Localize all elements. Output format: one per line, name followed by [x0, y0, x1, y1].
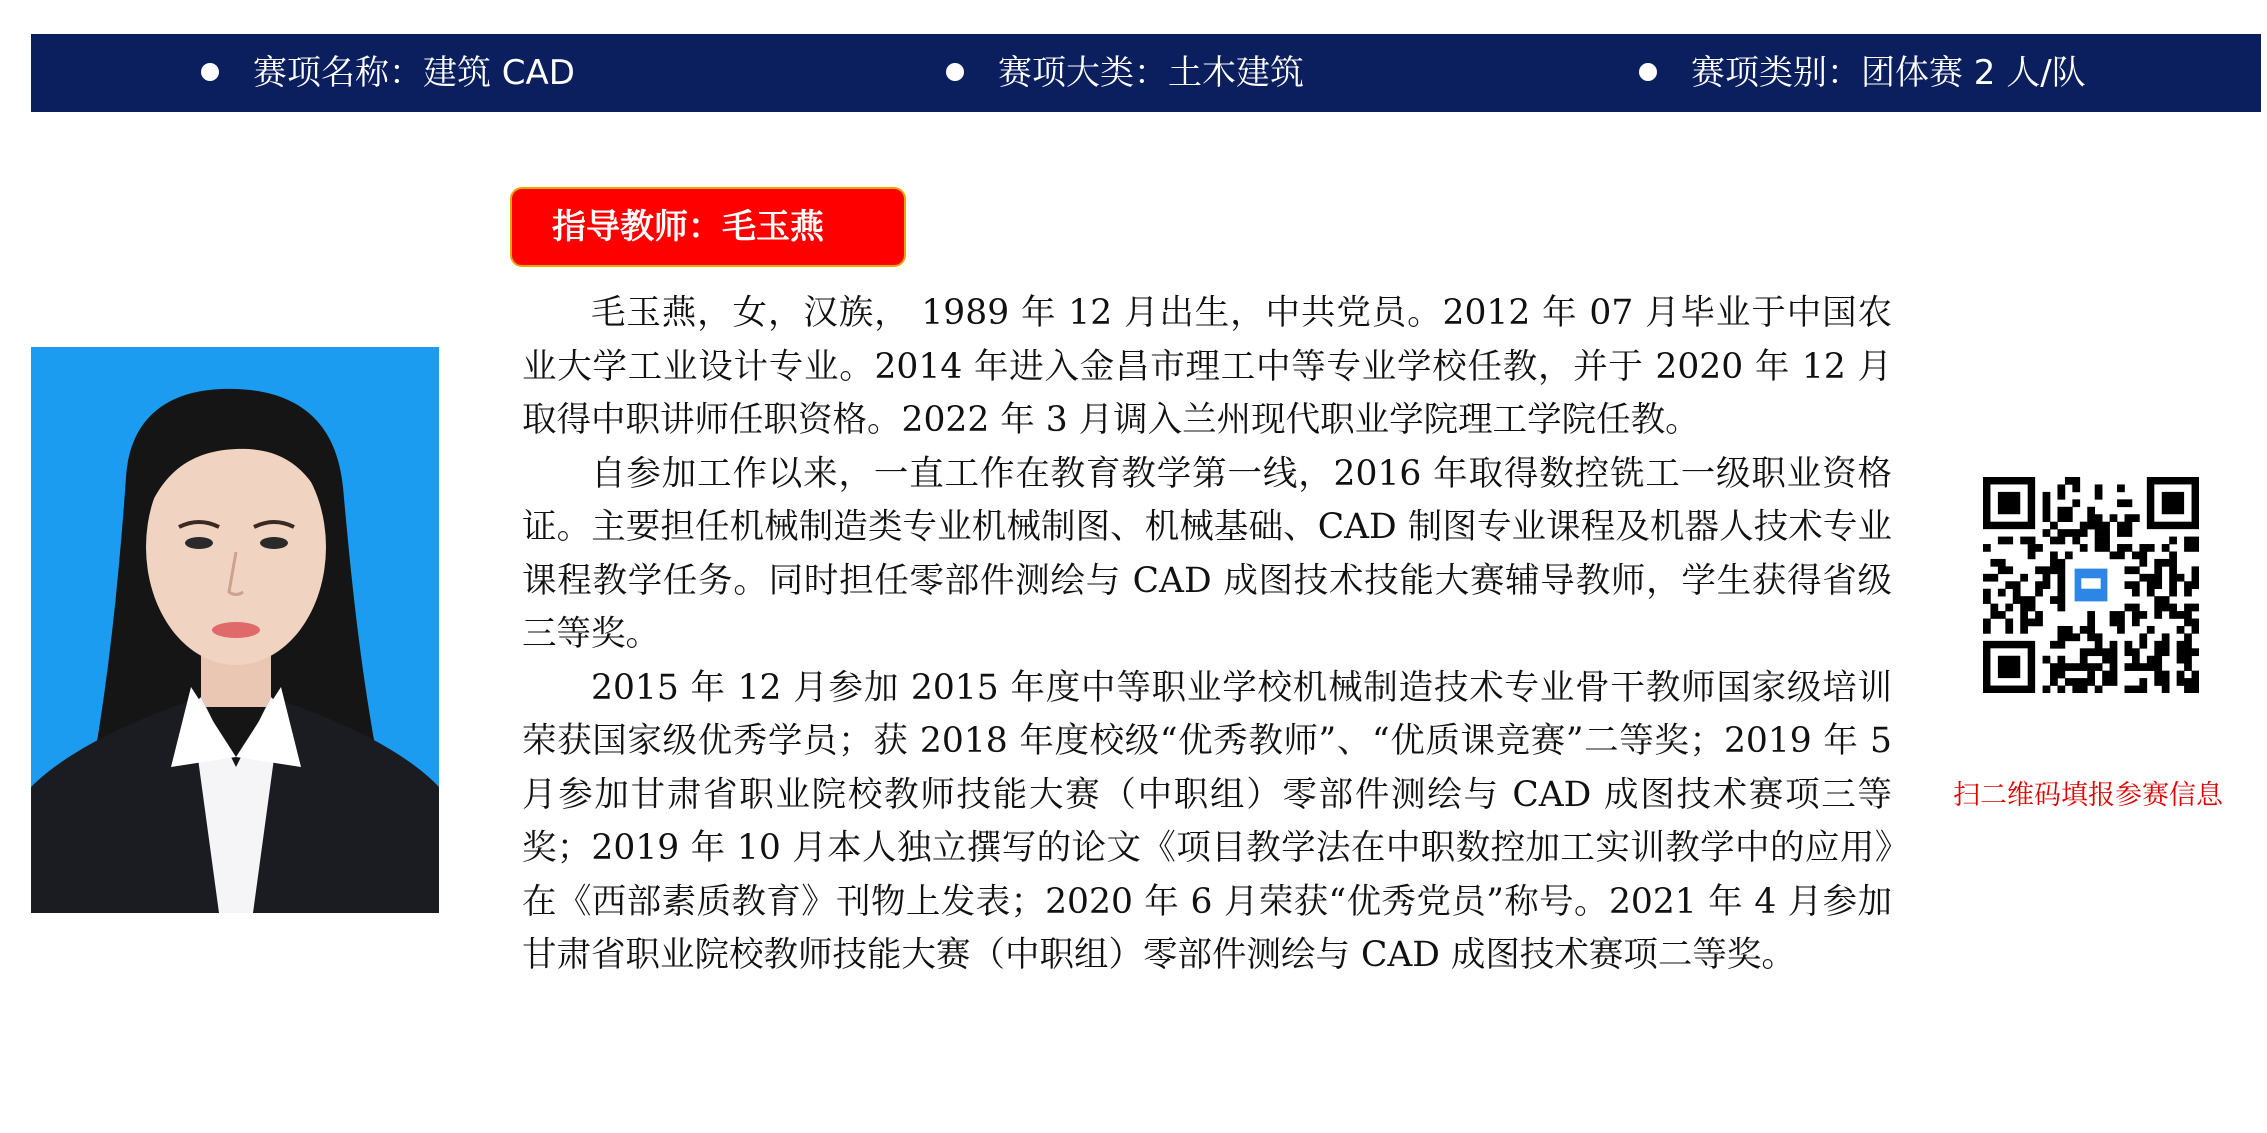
bullet-icon: [946, 63, 964, 81]
portrait-illustration: [31, 347, 439, 913]
header-bar: [31, 34, 2261, 112]
qr-code-graphic: [1983, 477, 2199, 693]
bullet-icon: [1639, 63, 1657, 81]
header-item-event-type: [1639, 34, 2086, 112]
qr-code-icon[interactable]: [1983, 477, 2199, 693]
header-label: 赛项大类：: [998, 53, 1168, 93]
bio-paragraph: 2015 年 12 月参加 2015 年度中等职业学校机械制造技术专业骨干教师国家级培训荣获国家级优秀学员；获 2018 年度校级“优秀教师”、“优质课竞赛”二等奖；2019 年 5 月参加甘肃省职业院校教师技能大赛（中职组）零部件测绘与 CAD 成图技术赛项三等奖；2019 年 10 月本人独立撰写的论文《项目教学法在中职数控加工实训教学中的应用》在《西部素质教育》刊物上发表；2020 年 6 月荣获“优秀党员”称号。2021 年 4 月参加甘肃省职业院校教师技能大赛（中职组）零部件测绘与 CAD 成图技术赛项二等奖。: [522, 667, 1892, 975]
header-value: 团体赛 2 人/队: [1861, 53, 2086, 93]
header-value: 建筑 CAD: [423, 53, 575, 93]
teacher-bio: [522, 287, 1892, 983]
header-value: 土木建筑: [1168, 53, 1304, 93]
header-label: 赛项名称：: [253, 53, 423, 93]
teacher-portrait-photo: [31, 347, 439, 913]
bio-paragraph: 毛玉燕，女，汉族， 1989 年 12 月出生，中共党员。2012 年 07 月毕业于中国农业大学工业设计专业。2014 年进入金昌市理工中等专业学校任教，并于 2020 年 12 月取得中职讲师任职资格。2022 年 3 月调入兰州现代职业学院理工学院任教。: [522, 293, 1892, 440]
header-item-event-name: [201, 34, 575, 112]
header-item-event-category: [946, 34, 1304, 112]
teacher-name-tag: 指导教师：毛玉燕: [510, 187, 906, 267]
bullet-icon: [201, 63, 219, 81]
qr-caption: 扫二维码填报参赛信息: [1953, 780, 2223, 811]
bio-paragraph: 自参加工作以来，一直工作在教育教学第一线，2016 年取得数控铣工一级职业资格证。主要担任机械制造类专业机械制图、机械基础、CAD 制图专业课程及机器人技术专业课程教学任务。同时担任零部件测绘与 CAD 成图技术技能大赛辅导教师，学生获得省级三等奖。: [522, 453, 1892, 654]
header-label: 赛项类别：: [1691, 53, 1861, 93]
